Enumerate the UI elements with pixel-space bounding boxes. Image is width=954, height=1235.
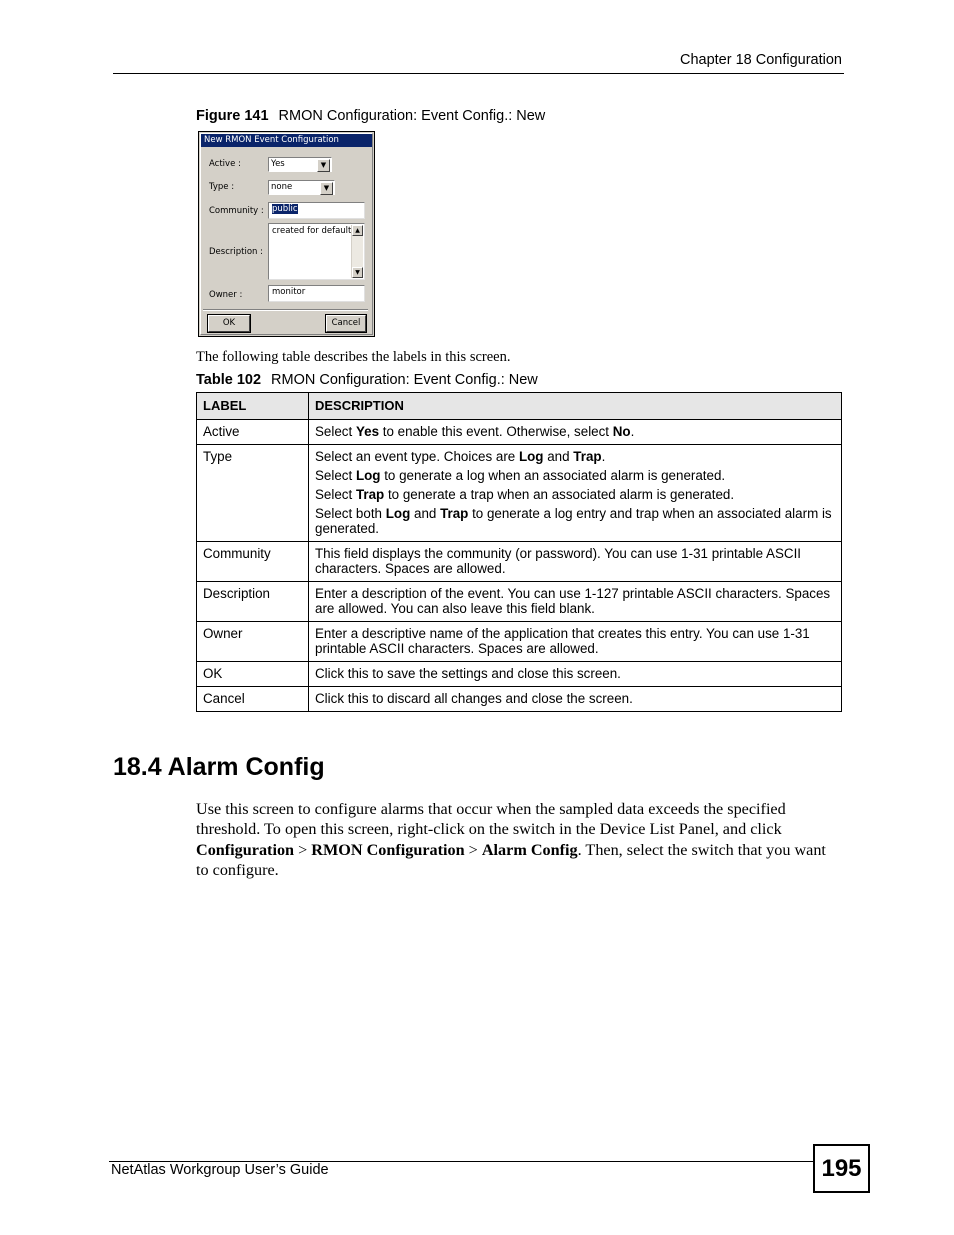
description-line: Select an event type. Choices are Log and Trap.	[315, 449, 606, 464]
community-label: Community :	[209, 206, 264, 216]
section-body: Use this screen to configure alarms that occur when the sampled data exceeds the specified threshold. To open this screen, right-click on the switch in the Device List Panel, and click Configuration > RMON Configuration > Alarm Config. Then, select the switch that you want to configure.	[196, 800, 826, 879]
row-label: Description	[197, 582, 309, 622]
description-line: Select Yes to enable this event. Otherwise, select No.	[315, 424, 635, 439]
table-row	[197, 445, 842, 542]
type-select-value: none	[271, 182, 293, 192]
table-title: RMON Configuration: Event Config.: New	[271, 372, 538, 388]
table-row	[197, 582, 842, 622]
event-config-dialog	[198, 131, 375, 337]
owner-field[interactable]	[268, 285, 365, 302]
scroll-up-icon[interactable]: ▲	[352, 225, 363, 236]
table-row	[197, 542, 842, 582]
guide-title: NetAtlas Workgroup User’s Guide	[111, 1162, 329, 1178]
table-header-row	[197, 393, 842, 420]
ok-button[interactable]: OK	[208, 315, 250, 332]
cancel-button[interactable]: Cancel	[326, 315, 366, 332]
figure-label: Figure 141	[196, 108, 269, 124]
row-label: Cancel	[197, 687, 309, 712]
chevron-down-icon[interactable]: ▼	[317, 159, 330, 172]
table-row	[197, 622, 842, 662]
label-description-table	[196, 392, 842, 712]
table-row	[197, 687, 842, 712]
row-label: Community	[197, 542, 309, 582]
row-label: Active	[197, 420, 309, 445]
dialog-title-bar: New RMON Event Configuration	[201, 134, 372, 147]
column-header: DESCRIPTION	[309, 393, 842, 420]
table-label: Table 102	[196, 372, 262, 388]
description-line: Select Log to generate a log when an associated alarm is generated.	[315, 468, 726, 483]
owner-label: Owner :	[209, 290, 243, 300]
scrollbar[interactable]	[351, 225, 363, 278]
community-field[interactable]	[268, 202, 365, 219]
row-label: OK	[197, 662, 309, 687]
description-line: Enter a descriptive name of the application that creates this entry. You can use 1-31 printable ASCII characters. Spaces are allowed.	[315, 626, 810, 656]
active-select-value: Yes	[271, 159, 285, 169]
row-description	[309, 662, 842, 687]
community-value: public	[272, 204, 298, 214]
button-separator	[203, 309, 368, 311]
description-value: created for default	[272, 226, 352, 236]
description-line: This field displays the community (or password). You can use 1-31 printable ASCII characters. Spaces are allowed.	[315, 546, 802, 576]
section-heading: 18.4 Alarm Config	[113, 753, 325, 781]
row-description	[309, 445, 842, 542]
type-select[interactable]	[268, 180, 335, 195]
page-number: 195	[813, 1144, 870, 1193]
intro-text: The following table describes the labels in this screen.	[196, 349, 511, 365]
row-label: Owner	[197, 622, 309, 662]
row-description	[309, 542, 842, 582]
chevron-down-icon[interactable]: ▼	[320, 182, 333, 195]
row-label: Type	[197, 445, 309, 542]
figure-title: RMON Configuration: Event Config.: New	[278, 108, 546, 124]
column-header: LABEL	[197, 393, 309, 420]
description-textarea[interactable]	[268, 223, 365, 280]
header-rule	[113, 73, 844, 74]
table-row	[197, 662, 842, 687]
description-line: Enter a description of the event. You can use 1-127 printable ASCII characters. Spaces are allowed. You can also leave this field blank.	[315, 586, 831, 616]
table-body	[197, 420, 842, 712]
description-line: Click this to discard all changes and close the screen.	[315, 691, 633, 706]
active-select[interactable]	[268, 157, 332, 172]
description-line: Select Trap to generate a trap when an associated alarm is generated.	[315, 487, 735, 502]
description-label: Description :	[209, 247, 263, 257]
owner-value: monitor	[272, 287, 306, 297]
row-description	[309, 420, 842, 445]
row-description	[309, 687, 842, 712]
type-label: Type :	[209, 182, 235, 192]
row-description	[309, 582, 842, 622]
table-caption	[196, 372, 538, 388]
description-line: Select both Log and Trap to generate a log entry and trap when an associated alarm is generated.	[315, 506, 832, 536]
scroll-down-icon[interactable]: ▼	[352, 267, 363, 278]
active-label: Active :	[209, 159, 241, 169]
figure-caption	[196, 108, 545, 124]
description-line: Click this to save the settings and close this screen.	[315, 666, 621, 681]
table-row	[197, 420, 842, 445]
chapter-header: Chapter 18 Configuration	[679, 52, 842, 68]
row-description	[309, 622, 842, 662]
